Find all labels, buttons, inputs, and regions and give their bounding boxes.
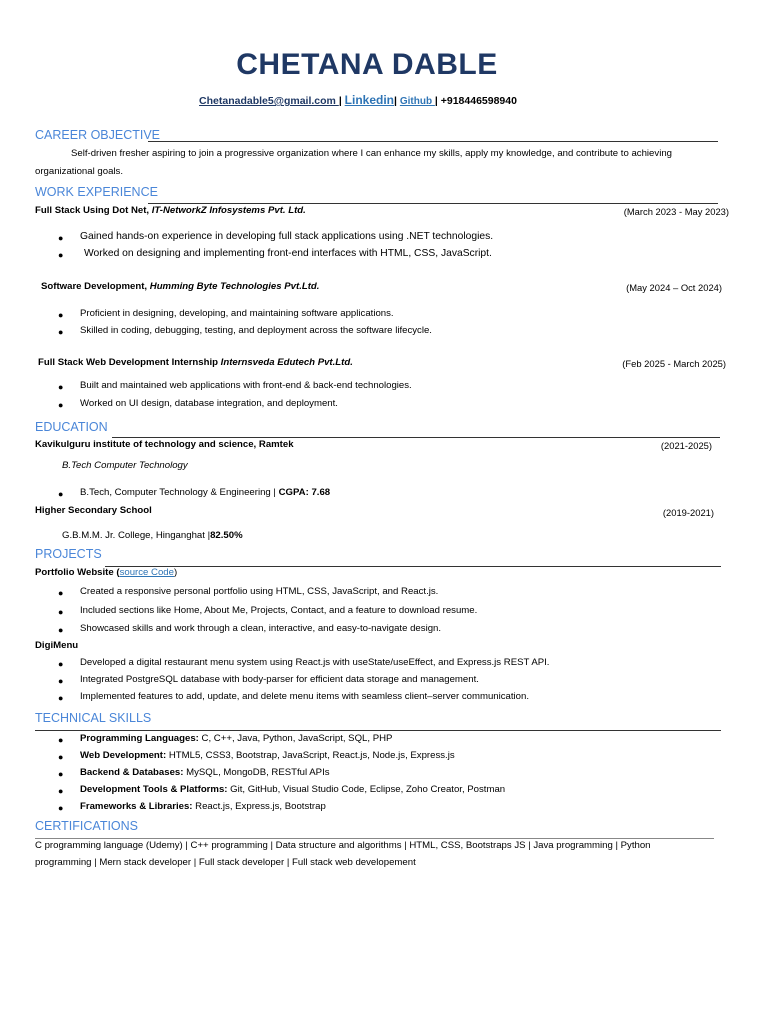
certification-line: C programming language (Udemy) | C++ programming | Data structure and algorithms | HTML, CSS, Bootstraps JS | Java programming | Python (35, 840, 651, 851)
bullet-icon: ● (58, 659, 64, 669)
cgpa-value: CGPA: 7.68 (278, 487, 331, 498)
skill-label: Web Development: (80, 750, 169, 761)
college-dates: (2021-2025) (660, 440, 712, 451)
list-item: Implemented features to add, update, and delete menu items with seamless client–server communication. (80, 691, 530, 702)
bullet-icon: ● (58, 803, 64, 813)
certification-line: programming | Mern stack developer | Full stack developer | Full stack web developement (35, 857, 416, 868)
skill-value: Git, GitHub, Visual Studio Code, Eclipse, Zoho Creator, Postman (230, 784, 506, 795)
bullet-icon: ● (58, 310, 64, 320)
list-item: Created a responsive personal portfolio using HTML, CSS, JavaScript, and React.js. (80, 586, 439, 597)
skill-label: Frameworks & Libraries: (80, 801, 196, 812)
linkedin-link[interactable]: Linkedin (344, 93, 395, 107)
section-divider (35, 730, 721, 731)
section-title-certifications: CERTIFICATIONS (35, 819, 139, 833)
section-divider (105, 566, 721, 567)
school-score: 82.50% (210, 530, 243, 541)
list-item: Included sections like Home, About Me, Projects, Contact, and a feature to download resume. (80, 605, 478, 616)
bullet-icon: ● (58, 693, 64, 703)
job-dates: (May 2024 – Oct 2024) (626, 282, 722, 293)
degree-detail (80, 487, 330, 498)
job-company: IT-NetworkZ Infosystems Pvt. Ltd. (151, 205, 306, 216)
bullet-icon: ● (58, 250, 64, 260)
section-title-skills: TECHNICAL SKILLS (35, 711, 152, 725)
bullet-icon: ● (58, 676, 64, 686)
list-item: Worked on UI design, database integration, and deployment. (80, 398, 338, 409)
skill-item (80, 750, 455, 761)
email-link[interactable]: Chetanadable5@gmail.com (199, 95, 339, 107)
bullet-icon: ● (58, 588, 64, 598)
job-company: Internsveda Edutech Pvt.Ltd. (220, 357, 353, 368)
career-text-line: Self-driven fresher aspiring to join a progressive organization where I can enhance my skills, apply my knowledge, and contribute to achieving (71, 148, 672, 159)
degree-bullet-text: B.Tech, Computer Technology & Engineering | (80, 487, 279, 498)
section-divider (35, 838, 714, 839)
candidate-name: CHETANA DABLE (236, 48, 498, 81)
school-detail (62, 530, 243, 541)
project-name-close: ) (173, 567, 178, 578)
job-title (41, 281, 319, 292)
bullet-icon: ● (58, 769, 64, 779)
skill-label: Programming Languages: (80, 733, 202, 744)
project-name: DigiMenu (35, 640, 79, 651)
separator: | (394, 95, 400, 107)
bullet-icon: ● (58, 625, 64, 635)
degree-name: B.Tech Computer Technology (62, 460, 188, 471)
job-dates: (Feb 2025 - March 2025) (622, 358, 726, 369)
bullet-icon: ● (58, 233, 64, 243)
job-role: Software Development, (41, 281, 150, 292)
career-text-line: organizational goals. (35, 166, 124, 177)
section-divider (148, 203, 718, 204)
skill-item (80, 784, 505, 795)
list-item: Built and maintained web applications with front-end & back-end technologies. (80, 380, 412, 391)
school-heading: Higher Secondary School (35, 505, 152, 516)
skill-item (80, 801, 326, 812)
skill-item (80, 733, 392, 744)
list-item: Worked on designing and implementing front-end interfaces with HTML, CSS, JavaScript. (84, 248, 492, 259)
list-item: Developed a digital restaurant menu system using React.js with useState/useEffect, and Express.js REST API. (80, 657, 550, 668)
job-title (35, 205, 306, 216)
bullet-icon: ● (58, 382, 64, 392)
skill-value: React.js, Express.js, Bootstrap (195, 801, 326, 812)
school-name: G.B.M.M. Jr. College, Hinganghat | (62, 530, 211, 541)
bullet-icon: ● (58, 400, 64, 410)
source-code-link[interactable]: source Code (119, 567, 174, 578)
skill-value: C, C++, Java, Python, JavaScript, SQL, PHP (201, 733, 393, 744)
list-item: Proficient in designing, developing, and maintaining software applications. (80, 308, 394, 319)
separator: | (434, 95, 441, 107)
skill-item (80, 767, 330, 778)
job-role: Full Stack Using Dot Net, (35, 205, 152, 216)
college-name: Kavikulguru institute of technology and science, Ramtek (35, 439, 294, 450)
section-title-career: CAREER OBJECTIVE (35, 128, 161, 142)
section-divider (112, 437, 720, 438)
skill-value: HTML5, CSS3, Bootstrap, JavaScript, React.js, Node.js, Express.js (168, 750, 455, 761)
bullet-icon: ● (58, 327, 64, 337)
skill-label: Development Tools & Platforms: (80, 784, 231, 795)
skill-label: Backend & Databases: (80, 767, 187, 778)
bullet-icon: ● (58, 607, 64, 617)
bullet-icon: ● (58, 489, 64, 499)
project-title (35, 567, 177, 578)
school-dates: (2019-2021) (662, 507, 714, 518)
contact-line (0, 93, 716, 107)
section-title-work: WORK EXPERIENCE (35, 185, 158, 199)
bullet-icon: ● (58, 786, 64, 796)
job-title (38, 357, 353, 368)
github-link[interactable]: Github (399, 96, 435, 107)
list-item: Integrated PostgreSQL database with body-parser for efficient data storage and management. (80, 674, 479, 685)
job-dates: (March 2023 - May 2023) (623, 206, 729, 217)
list-item: Showcased skills and work through a clean, interactive, and easy-to-navigate design. (80, 623, 442, 634)
phone-number: +918446598940 (440, 95, 517, 107)
bullet-icon: ● (58, 752, 64, 762)
separator: | (338, 95, 345, 107)
section-divider (148, 141, 718, 142)
list-item: Gained hands-on experience in developing full stack applications using .NET technologies. (80, 231, 494, 242)
skill-value: MySQL, MongoDB, RESTful APIs (186, 767, 330, 778)
project-name: Portfolio Website ( (35, 567, 120, 578)
job-role: Full Stack Web Development Internship (38, 357, 221, 368)
list-item: Skilled in coding, debugging, testing, and deployment across the software lifecycle. (80, 325, 432, 336)
bullet-icon: ● (58, 735, 64, 745)
job-company: Humming Byte Technologies Pvt.Ltd. (149, 281, 320, 292)
section-title-projects: PROJECTS (35, 547, 102, 561)
section-title-education: EDUCATION (35, 420, 108, 434)
